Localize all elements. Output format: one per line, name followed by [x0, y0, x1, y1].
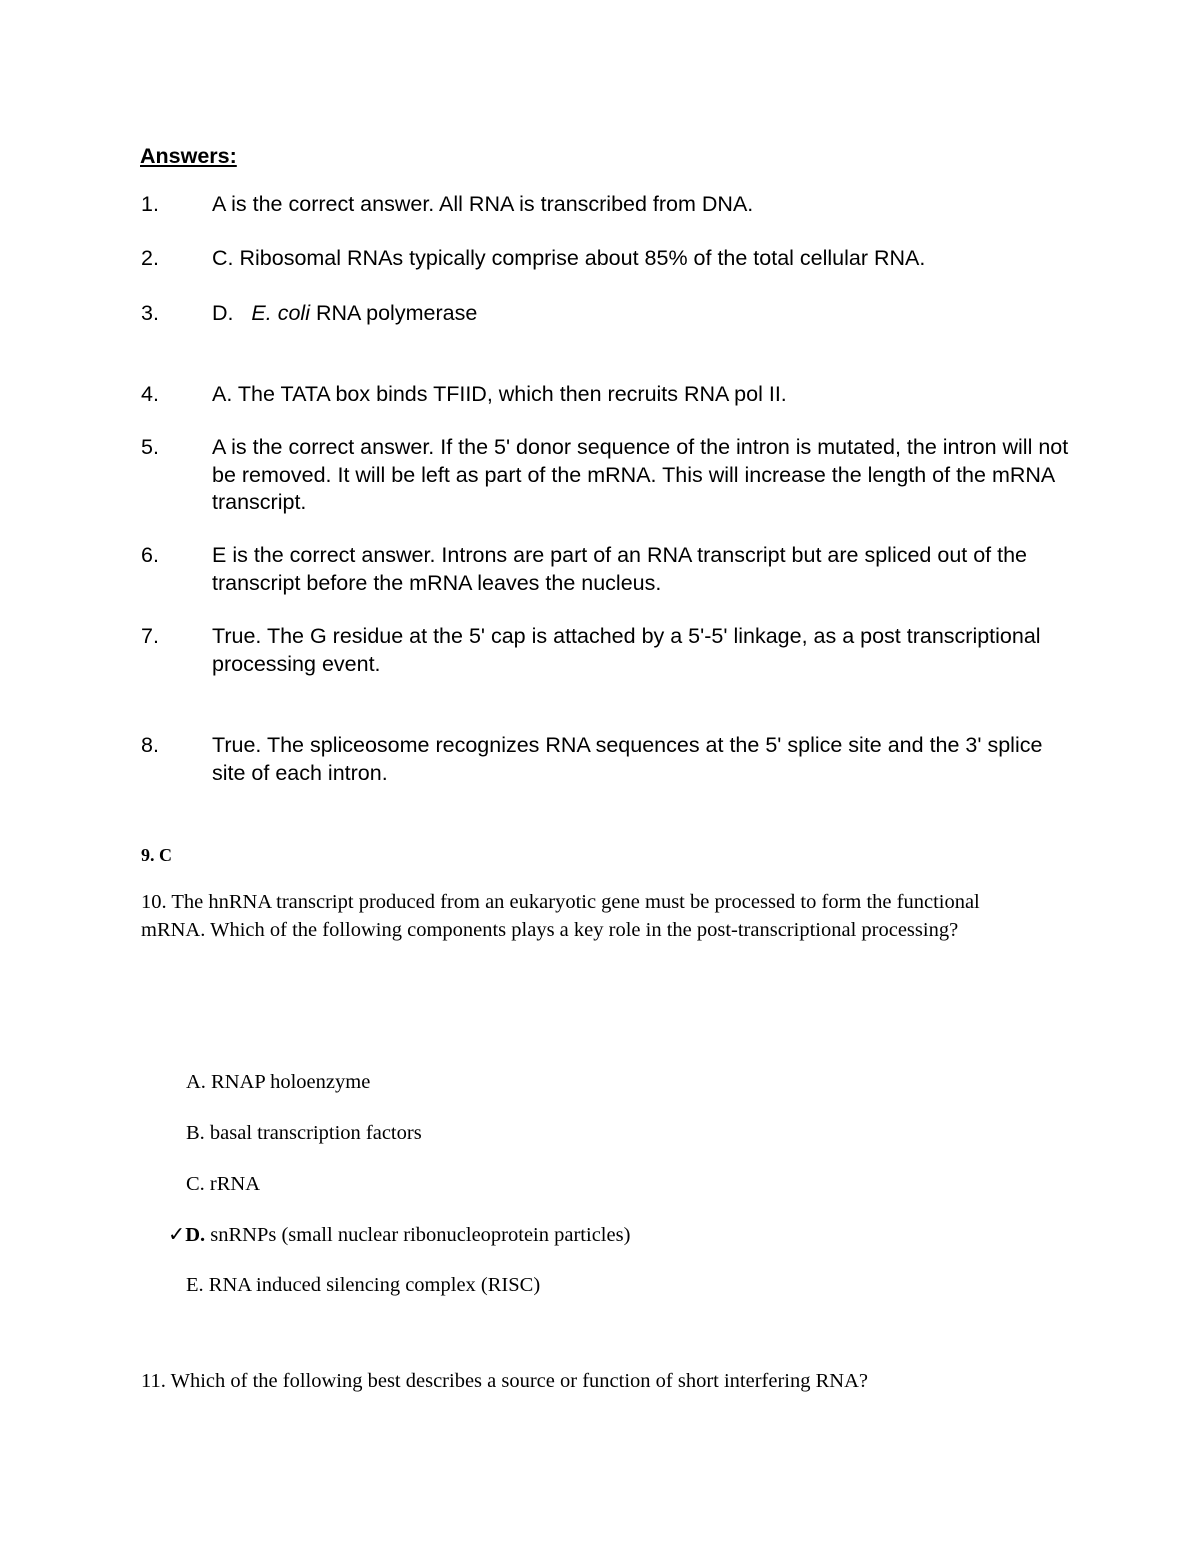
answer-text: C. Ribosomal RNAs typically comprise about 85% of the total cellular RNA. [212, 246, 926, 270]
answer-number: 2. [141, 246, 159, 270]
answer-item [141, 245, 1071, 273]
organism-name: E. coli [251, 301, 310, 325]
option-text: snRNPs (small nuclear ribonucleoprotein particles) [205, 1224, 631, 1246]
option-e: E. RNA induced silencing complex (RISC) [186, 1274, 541, 1296]
answer-text: True. The G residue at the 5' cap is attached by a 5'-5' linkage, as a post transcriptional processing event. [212, 624, 1041, 676]
checkmark-icon: ✓ [168, 1224, 186, 1246]
answer-text: True. The spliceosome recognizes RNA sequences at the 5' splice site and the 3' splice site of each intron. [212, 733, 1043, 785]
option-c: C. rRNA [186, 1173, 261, 1195]
question-9-answer: 9. C [141, 845, 172, 865]
answer-item [141, 381, 1071, 409]
answer-number: 5. [141, 435, 159, 459]
answer-number: 4. [141, 382, 159, 406]
answer-number: 7. [141, 624, 159, 648]
answer-text [212, 300, 1071, 328]
answer-item [141, 300, 1071, 328]
option-a: A. RNAP holoenzyme [186, 1071, 371, 1093]
answer-item [141, 191, 1071, 219]
answers-heading: Answers: [140, 144, 237, 168]
answer-text: A. The TATA box binds TFIID, which then recruits RNA pol II. [212, 382, 787, 406]
answer-item [141, 542, 1071, 597]
answer-text: A is the correct answer. If the 5' donor sequence of the intron is mutated, the intron will not be removed. It will be left as part of the mRNA. This will increase the length of the mRNA transcript. [212, 435, 1069, 514]
answer-item [141, 434, 1071, 517]
answer-number: 6. [141, 543, 159, 567]
option-d [168, 1221, 630, 1249]
question-10-text: 10. The hnRNA transcript produced from an eukaryotic gene must be processed to form the functional mRNA. Which of the following components plays a key role in the post-transcriptional processing? [141, 891, 980, 941]
question-11-text: 11. Which of the following best describes a source or function of short interfering RNA? [141, 1370, 868, 1392]
answer-number: 8. [141, 733, 159, 757]
answer-item [141, 732, 1071, 787]
answer-item [141, 623, 1071, 678]
answer-text: A is the correct answer. All RNA is transcribed from DNA. [212, 192, 754, 216]
answer-number: 1. [141, 192, 159, 216]
answer-text: E is the correct answer. Introns are part of an RNA transcript but are spliced out of the transcript before the mRNA leaves the nucleus. [212, 543, 1028, 595]
option-b: B. basal transcription factors [186, 1122, 422, 1144]
option-letter: D. [185, 1224, 206, 1246]
answer-rest: RNA polymerase [309, 301, 478, 325]
answer-number: 3. [141, 301, 159, 325]
answer-letter: D. [212, 301, 252, 325]
